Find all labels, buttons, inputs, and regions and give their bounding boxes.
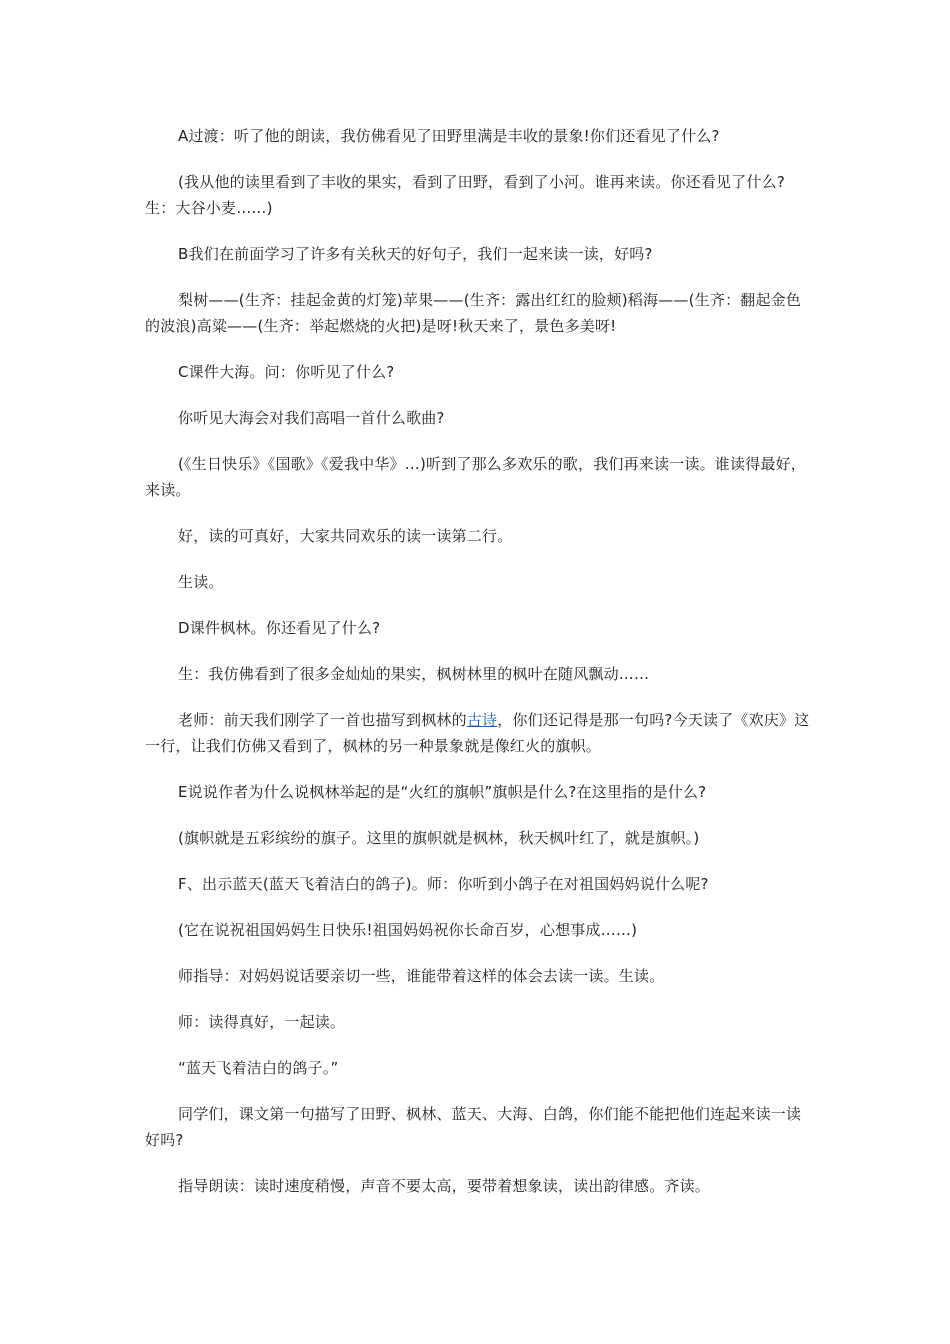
teacher-poem-text-after: ，你们还记得是那一句吗?今天读了《欢庆》这一行，让我们仿佛又看到了，枫林的另一种景象就是像红火的旗帜。 bbox=[145, 711, 810, 755]
paragraph-section-e: E说说作者为什么说枫林举起的是“火红的旗帜”旗帜是什么?在这里指的是什么? bbox=[178, 783, 707, 801]
paragraph-connect-reading: 同学们，课文第一句描写了田野、枫林、蓝天、大海、白鸽，你们能不能把他们连起来读一读好吗? bbox=[145, 1105, 802, 1149]
paragraph-section-c: C课件大海。问：你听见了什么? bbox=[178, 363, 395, 381]
paragraph-transition-a: A过渡：听了他的朗读，我仿佛看见了田野里满是丰收的景象!你们还看见了什么? bbox=[178, 127, 720, 145]
paragraph-section-b: B我们在前面学习了许多有关秋天的好句子，我们一起来读一读，好吗? bbox=[178, 245, 653, 263]
paragraph-quote-blue-sky: “蓝天飞着洁白的鸽子。” bbox=[178, 1059, 339, 1077]
paragraph-teacher-poem bbox=[145, 707, 810, 759]
paragraph-autumn-sentences: 梨树——(生齐：挂起金黄的灯笼)苹果——(生齐：露出红红的脸颊)稻海——(生齐：翻起金色的波浪)高粱——(生齐：举起燃烧的火把)是呀!秋天来了，景色多美呀! bbox=[145, 291, 802, 335]
paragraph-student-maple: 生：我仿佛看到了很多金灿灿的果实，枫树林里的枫叶在随风飘动…… bbox=[178, 665, 650, 683]
paragraph-reading-guidance: 指导朗读：读时速度稍慢，声音不要太高，要带着想象读，读出韵律感。齐读。 bbox=[178, 1177, 711, 1195]
paragraph-sea-song-question: 你听见大海会对我们高唱一首什么歌曲? bbox=[178, 409, 445, 427]
paragraph-songs-answer: (《生日快乐》《国歌》《爱我中华》…)听到了那么多欢乐的歌，我们再来读一读。谁读得最好，来读。 bbox=[145, 455, 807, 499]
paragraph-read-together: 师：读得真好，一起读。 bbox=[178, 1013, 346, 1031]
ancient-poem-link[interactable]: 古诗 bbox=[466, 711, 498, 729]
paragraph-read-second-line: 好，读的可真好，大家共同欢乐的读一读第二行。 bbox=[178, 527, 513, 545]
paragraph-section-d: D课件枫林。你还看见了什么? bbox=[178, 619, 381, 637]
paragraph-dove-answer: (它在说祝祖国妈妈生日快乐!祖国妈妈祝你长命百岁，心想事成……) bbox=[178, 921, 638, 939]
teacher-poem-text-before: 老师：前天我们刚学了一首也描写到枫林的 bbox=[178, 711, 467, 729]
paragraph-student-answer-harvest: (我从他的读里看到了丰收的果实，看到了田野，看到了小河。谁再来读。你还看见了什么?生：大谷小麦……) bbox=[145, 173, 786, 217]
document-body bbox=[145, 123, 810, 1219]
paragraph-teacher-guidance: 师指导：对妈妈说话要亲切一些，谁能带着这样的体会去读一读。生读。 bbox=[178, 967, 665, 985]
paragraph-student-reads: 生读。 bbox=[178, 573, 224, 591]
paragraph-flag-answer: (旗帜就是五彩缤纷的旗子。这里的旗帜就是枫林，秋天枫叶红了，就是旗帜。) bbox=[178, 829, 700, 847]
paragraph-section-f: F、出示蓝天(蓝天飞着洁白的鸽子)。师：你听到小鸽子在对祖国妈妈说什么呢? bbox=[178, 875, 709, 893]
